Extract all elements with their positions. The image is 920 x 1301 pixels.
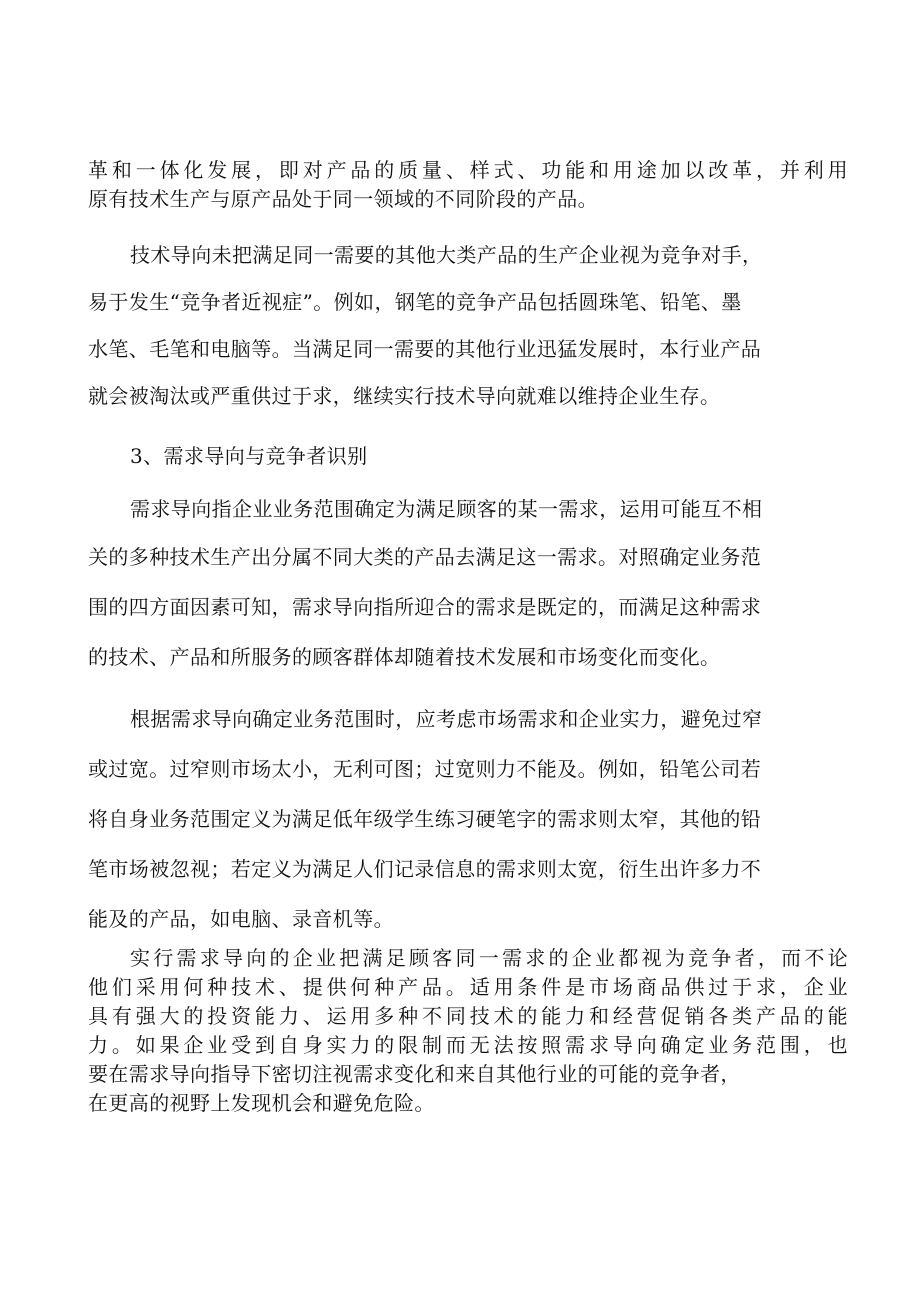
text-line: 就会被淘汰或严重供过于求，继续实行技术导向就难以维持企业生存。 bbox=[88, 384, 721, 408]
text-line: 能及的产品，如电脑、录音机等。 bbox=[88, 907, 394, 931]
text-line: 笔市场被忽视；若定义为满足人们记录信息的需求则太宽，衍生出许多力不 bbox=[88, 857, 762, 881]
text-line: 具有强大的投资能力、运用多种不同技术的能力和经营促销各类产品的能 bbox=[88, 1004, 848, 1028]
text-line: 技术导向未把满足同一需要的其他大类产品的生产企业视为竞争对手， bbox=[130, 243, 763, 267]
text-line: 需求导向指企业业务范围确定为满足顾客的某一需求，运用可能互不相 bbox=[130, 497, 763, 521]
text-line: 3、需求导向与竞争者识别 bbox=[130, 444, 368, 468]
text-line: 将自身业务范围定义为满足低年级学生练习硬笔字的需求则太窄，其他的铅 bbox=[88, 807, 762, 831]
text-line: 他们采用何种技术、提供何种产品。适用条件是市场商品供过于求，企业 bbox=[88, 975, 848, 999]
text-line: 的技术、产品和所服务的顾客群体却随着技术发展和市场变化而变化。 bbox=[88, 645, 721, 669]
text-line: 或过宽。过窄则市场太小，无利可图；过宽则力不能及。例如，铅笔公司若 bbox=[88, 757, 762, 781]
text-line: 实行需求导向的企业把满足顾客同一需求的企业都视为竞争者，而不论 bbox=[130, 946, 848, 970]
text-line: 根据需求导向确定业务范围时，应考虑市场需求和企业实力，避免过窄 bbox=[130, 707, 763, 731]
text-line: 在更高的视野上发现机会和避免危险。 bbox=[88, 1091, 435, 1115]
text-line: 水笔、毛笔和电脑等。当满足同一需要的其他行业迅猛发展时，本行业产品 bbox=[88, 337, 762, 361]
text-line: 要在需求导向指导下密切注视需求变化和来自其他行业的可能的竞争者， bbox=[88, 1062, 741, 1086]
text-line: 关的多种技术生产出分属不同大类的产品去满足这一需求。对照确定业务范 bbox=[88, 545, 762, 569]
text-line: 易于发生“竞争者近视症”。例如，钢笔的竞争产品包括圆珠笔、铅笔、墨 bbox=[88, 290, 742, 314]
text-line: 革和一体化发展，即对产品的质量、样式、功能和用途加以改革，并利用 bbox=[88, 158, 848, 182]
text-line: 原有技术生产与原产品处于同一领域的不同阶段的产品。 bbox=[88, 187, 598, 211]
text-line: 围的四方面因素可知，需求导向指所迎合的需求是既定的，而满足这种需求 bbox=[88, 595, 762, 619]
text-line: 力。如果企业受到自身实力的限制而无法按照需求导向确定业务范围，也 bbox=[88, 1033, 848, 1057]
